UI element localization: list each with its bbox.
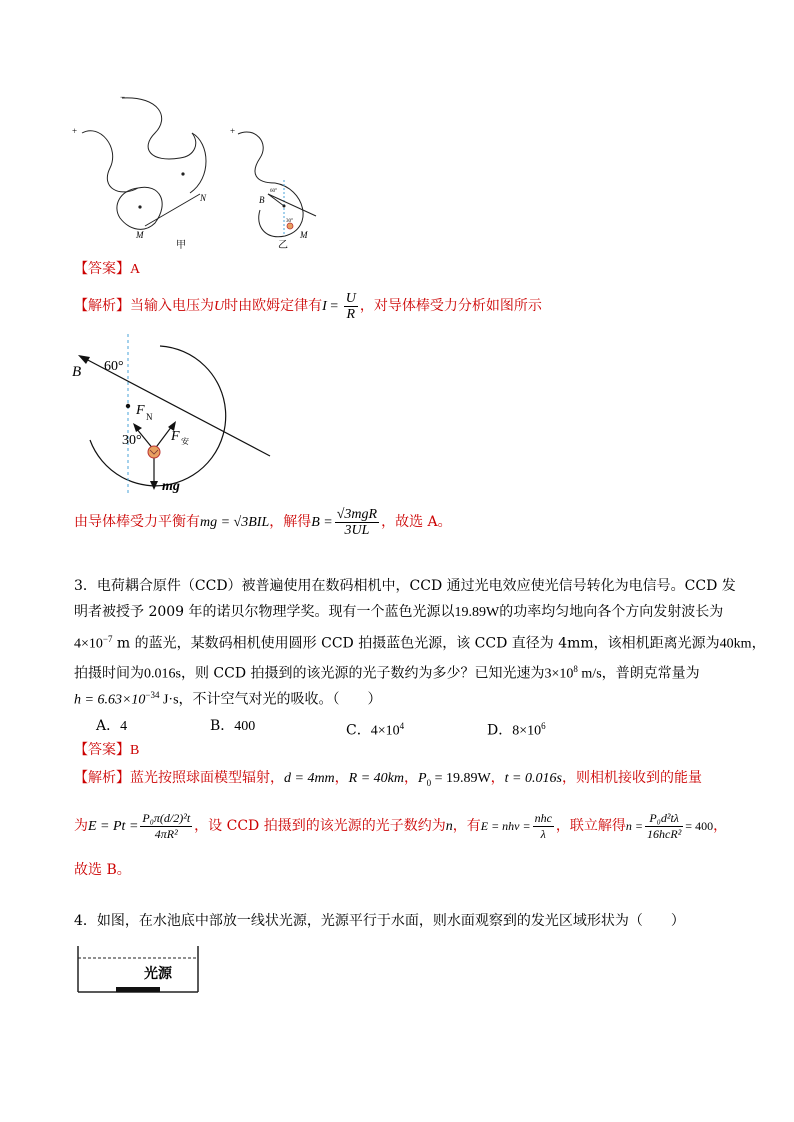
plus-sign-left: + [72,126,78,136]
q3-option-b[interactable]: B．400 [210,718,256,734]
top-figure [60,88,340,258]
q3-analysis-line-2: 为E = Pt = $\frac{\text{P₀π(d/2)²t}}{\text{4πR²}}$ ，设 CCD 拍摄到的该光源的光子数约为n，有E = nhν = $\frac{\text{nhc}}{\lambda}$ ，联立解得n = $\frac{\text{P₀d²tλ}}{\text{16hcR²}}$ = 400， [74,810,728,841]
analysis-text: 当输入电压为 [130,298,214,314]
light-source-label: 光源 [144,967,172,982]
analysis-text: ，对导体棒受力分析如图所示 [359,298,542,314]
fraction-U-over-R: $\frac{U}{R}$ [345,290,356,322]
eq-I: I [322,299,327,314]
label-M-right: M [300,230,308,240]
label-jia: 甲 [176,240,186,251]
analysis-text: 时由欧姆定律有 [224,298,323,314]
label-Fan: F [171,429,180,444]
analysis-tag: 【解析】 [74,298,130,314]
pool-figure [74,944,204,996]
fraction-energy: $\frac{\text{P₀π(d/2)²t}}{\text{4πR²}}$ [142,810,191,841]
label-M-left: M [136,230,144,240]
fraction-photon-energy: $\frac{\text{nhc}}{\lambda}$ [534,810,552,841]
conclusion-text: ，故选 A。 [381,514,452,530]
conclusion-text: 由导体棒受力平衡有 [74,514,200,530]
q3-line-3: $4\times 10^{-7}$ m 的蓝光，某数码相机使用圆形 CCD 拍摄蓝色光源，该 CCD 直径为 4mm，该相机距离光源为40km， [74,634,766,652]
angle-30: 30° [122,433,142,448]
q3-line-1: 3．电荷耦合原件（CCD）被普遍使用在数码相机中，CCD 通过光电效应使光信号转化为电信号。CCD 发 [74,578,736,594]
q3-line-2: 明者被授予 2009 年的诺贝尔物理学奖。现有一个蓝色光源以19.89W的功率均匀地向各个方向发射波长为 [74,604,724,620]
label-FN-sub: N [146,412,153,422]
q3-analysis-line-3: 故选 B。 [74,862,131,878]
answer-value: A [130,262,141,277]
fraction-n: $\frac{\text{P₀d²tλ}}{\text{16hcR²}}$ [647,810,682,841]
label-Fan-sub: 安 [181,437,189,446]
label-yi: 乙 [278,240,288,251]
fraction-B: $\frac{\text{√3mgR}}{3UL}$ [336,506,378,538]
angle-30-small: 30° [286,219,293,224]
force-diagram [70,328,310,498]
label-N: N [200,193,207,203]
q3-option-c[interactable]: C．$4\times 10^4$ [346,721,405,739]
plus-sign-right: + [230,126,236,136]
q3-answer-line: 【答案】B [74,742,140,758]
label-mg: mg [162,479,180,494]
var-U: U [214,299,225,314]
conclusion-text: ，解得 [269,514,312,530]
q3-option-a[interactable]: A．4 [96,718,128,734]
q3-line-5: $h = 6.63\times 10^{-34}$ J·s，不计空气对光的吸收。（ ） [74,690,382,708]
eq-mg: mg = √3BIL [200,515,270,530]
q3-option-d[interactable]: D．$8\times 10^6$ [487,721,546,739]
answer-tag: 【答案】 [74,261,130,277]
q3-line-4: 拍摄时间为0.016s，则 CCD 拍摄到的该光源的光子数约为多少？已知光速为$3\times 10^8$ m/s，普朗克常量为 [74,664,700,682]
label-B: B [72,364,82,380]
angle-60: 60° [104,359,124,374]
eq-B: B = [311,515,333,530]
q3-analysis-line-1: 【解析】蓝光按照球面模型辐射，d = 4mm，R = 40km，$P_0 = 19.89W$，t = 0.016s，则相机接收到的能量 [74,770,702,788]
q2-conclusion-line [74,504,452,541]
q4-question: 4．如图，在水池底中部放一线状光源，光源平行于水面，则水面观察到的发光区域形状为（ ） [74,913,685,929]
q2-analysis-line: 【解析】当输入电压为U时由欧姆定律有I = $\frac{U}{R}$ ，对导体棒受力分析如图所示 [74,290,542,322]
label-FN: F [136,403,145,418]
label-B-small: B [259,195,265,205]
q2-answer-line [74,260,140,279]
angle-60-small: 60° [270,189,277,194]
minus-sign: − [120,92,126,102]
